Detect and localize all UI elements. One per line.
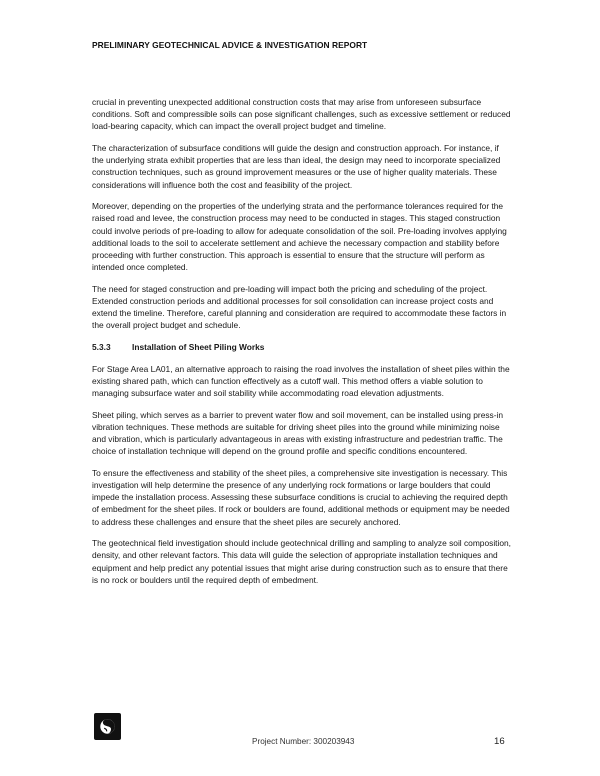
body-paragraph: The characterization of subsurface conditions will guide the design and construction approach. For instance, if the underlying strata exhibit properties that are less than ideal, the design may need to incorporate specialized construction techniques, such as ground improvement measures or the use of higher quality materials. These considerations will influence both the cost and feasibility of the project. — [92, 143, 501, 190]
body-paragraph: Moreover, depending on the properties of the underlying strata and the performance tolerances required for the raised road and levee, the construction process may need to be conducted in stages. This staged construction could involve periods of pre-loading to allow for adequate consolidation of the soil. Pre-loading involves applying additional loads to the soil to accelerate settlement and achieve the necessary compaction and stability before proceeding with further construction. This approach is essential to ensure that the structure will perform as intended once completed. — [92, 201, 507, 273]
body-paragraph: To ensure the effectiveness and stability of the sheet piles, a comprehensive site investigation is necessary. This investigation will help determine the presence of any underlying rock formations or large boulders that could impede the installation process. Assessing these subsurface conditions is crucial to achieving the required depth of embedment for the sheet piles. If rock or boulders are found, additional methods or equipment may be needed to address these challenges and ensure that the sheet piles are securely anchored. — [92, 467, 510, 527]
report-body — [92, 96, 512, 595]
project-number: Project Number: 300203943 — [252, 737, 355, 746]
body-paragraph: For Stage Area LA01, an alternative approach to raising the road involves the installation of sheet piles within the existing shared path, which can function effectively as a cutoff wall. This method offers a viable solution to managing subsurface water and soil stability while accommodating road elevation adjustments. — [92, 363, 510, 399]
page-number: 16 — [494, 736, 505, 747]
section-heading — [92, 341, 512, 353]
body-paragraph: Sheet piling, which serves as a barrier to prevent water flow and soil movement, can be installed using press-in vibration techniques. These methods are suitable for driving sheet piles into the ground while minimizing noise and vibration, which is particularly advantageous in areas with existing infrastructure and pedestrian traffic. The choice of installation technique will depend on the ground profile and specific conditions encountered. — [92, 409, 504, 457]
body-paragraph: The geotechnical field investigation should include geotechnical drilling and sampling to analyze soil composition, density, and other relevant factors. This data will guide the selection of appropriate installation techniques and equipment and help predict any potential issues that might arise during construction such as to ensure that there is no rock or boulders until the required depth of embedment. — [92, 538, 512, 585]
section-number: 5.3.3 — [92, 342, 111, 353]
body-paragraph: crucial in preventing unexpected additional construction costs that may arise from unforeseen subsurface conditions. Soft and compressible soils can pose significant challenges, such as excessive settlement or reduced load-bearing capacity, which can impact the overall project budget and timeline. — [92, 97, 511, 132]
body-paragraph: The need for staged construction and pre-loading will impact both the pricing and scheduling of the project. Extended construction periods and additional processes for soil consolidation can increase project costs and extend the timeline. Therefore, careful planning and consideration are required to accommodate these factors in the overall project budget and schedule. — [92, 283, 507, 331]
section-title: Installation of Sheet Piling Works — [132, 342, 265, 353]
company-logo-icon — [94, 713, 121, 740]
report-header-title: PRELIMINARY GEOTECHNICAL ADVICE & INVESTIGATION REPORT — [92, 40, 368, 50]
